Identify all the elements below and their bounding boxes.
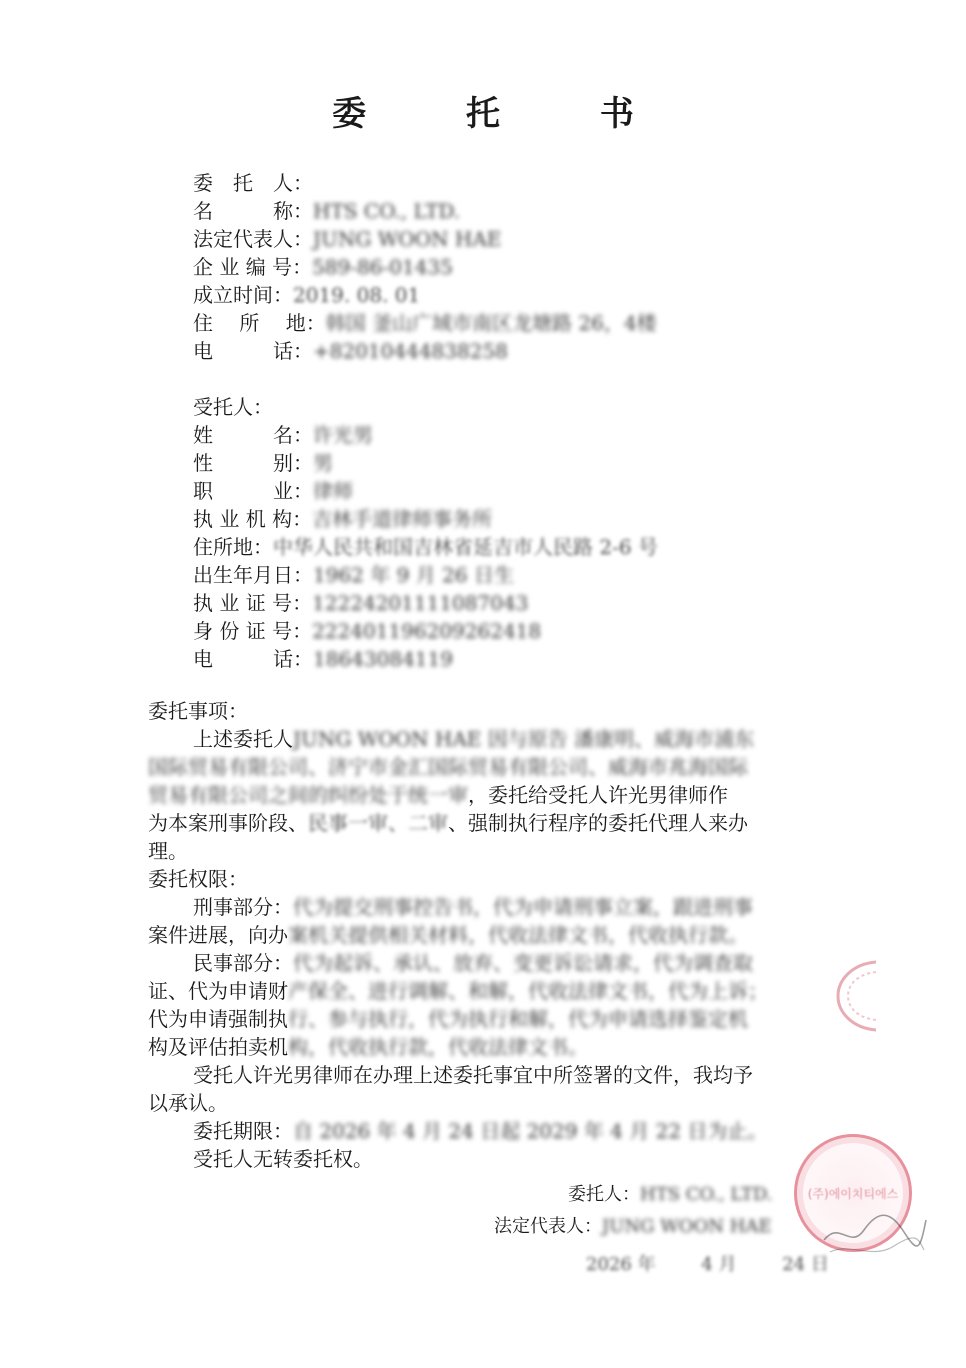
agent-id-value: 222401196209262418	[312, 619, 542, 643]
agent-license-label: 执 业 证 号：	[193, 591, 313, 615]
powers-civil-line-2	[148, 978, 768, 1004]
powers-criminal-line-2	[148, 922, 748, 948]
powers-civil-blur-2: 产保全、进行调解、和解，代收法律文书，代为上诉；	[288, 979, 768, 1003]
matters-p1-d-blur: 民事一审、二审	[308, 811, 448, 835]
principal-address-label: 住 所 地：	[193, 311, 326, 335]
matters-line-2	[148, 754, 748, 780]
principal-phone-value: +82010444838258	[313, 339, 508, 363]
principal-name-row	[193, 198, 460, 224]
principal-reg-row	[193, 254, 453, 280]
agent-address-label: 住所地：	[193, 535, 273, 559]
agent-job-row	[193, 478, 353, 504]
matters-line-3	[148, 782, 728, 808]
principal-founded-label: 成立时间：	[193, 283, 293, 307]
agent-phone-label: 电 话：	[193, 647, 313, 671]
agent-job-label: 职 业：	[193, 479, 313, 503]
principal-reg-value: 589-86-01435	[312, 255, 453, 279]
principal-name-value: HTS CO., LTD.	[313, 199, 461, 223]
matters-line-5: 理。	[148, 839, 188, 863]
agent-phone-row	[193, 646, 453, 672]
principal-rep-label: 法定代表人：	[193, 227, 313, 251]
company-seal-text: (주)에이치티에스	[807, 1186, 899, 1201]
matters-p1-c: ，委托给受托人许光男律师作	[468, 783, 728, 807]
agent-org-row	[193, 506, 492, 532]
powers-no-transfer: 受托人无转委托权。	[193, 1147, 373, 1171]
principal-address-row	[193, 310, 657, 336]
principal-reg-label: 企 业 编 号：	[193, 255, 313, 279]
powers-criminal-blur-1: 代为提交刑事控告书，代为申请刑事立案，跟进刑事	[293, 895, 753, 919]
principal-phone-label: 电 话：	[193, 339, 313, 363]
powers-civil-blur-1: 代为起诉、承认、放弃、变更诉讼请求，代为调查取	[293, 951, 753, 975]
agent-gender-label: 性 别：	[193, 451, 313, 475]
signature-principal-row	[568, 1182, 772, 1208]
principal-address-value: 韩国 釜山广域市南区龙塘路 26，4楼	[325, 311, 657, 335]
powers-civil-line-4	[148, 1034, 588, 1060]
signature-rep-value: JUNG WOON HAE	[602, 1216, 772, 1237]
matters-line-1	[193, 726, 754, 752]
agent-gender-value: 男	[313, 451, 333, 475]
agent-license-row	[193, 590, 528, 616]
powers-term-label: 委托期限：	[193, 1119, 293, 1143]
matters-p1-d-b: 、强制执行程序的委托代理人来办	[448, 811, 748, 835]
signature-date-day: 24 日	[782, 1254, 829, 1275]
agent-job-value: 律师	[313, 479, 353, 503]
agent-birth-label: 出生年月日：	[193, 563, 313, 587]
principal-rep-row	[193, 226, 501, 252]
signature-principal-value: HTS CO., LTD.	[640, 1184, 773, 1205]
powers-criminal-line-1	[193, 894, 753, 920]
powers-civil-blur-3: 行、参与执行，代为执行和解，代为申请选择鉴定机	[288, 1007, 748, 1031]
agent-org-value: 吉林手道律师事务所	[312, 507, 493, 531]
matters-p1-a-blur: JUNG WOON HAE 因与原告 潘康明、威海市浦东	[293, 727, 755, 751]
principal-phone-row	[193, 338, 508, 364]
principal-founded-value: 2019. 08. 01	[293, 283, 421, 307]
powers-term-value: 自 2026 年 4 月 24 日起 2029 年 4 月 22 日为止。	[293, 1119, 768, 1143]
signature-rep-row	[494, 1214, 772, 1240]
powers-civil-lead-3: 代为申请强制执	[148, 1007, 288, 1031]
signature-date-row	[586, 1252, 829, 1278]
powers-civil-line-1	[193, 950, 753, 976]
agent-gender-row	[193, 450, 333, 476]
margin-seal-fragment	[832, 958, 876, 1034]
principal-rep-value: JUNG WOON HAE	[313, 227, 502, 251]
principal-founded-row	[193, 282, 420, 308]
matters-p1-b-blur: 国际贸易有限公司、济宁市金汇国际贸易有限公司、威海市兆海国际	[148, 755, 748, 779]
agent-name-label: 姓 名：	[193, 423, 313, 447]
powers-header: 委托权限：	[148, 867, 248, 891]
powers-civil-line-3	[148, 1006, 748, 1032]
signature-rep-label: 法定代表人：	[494, 1216, 602, 1237]
powers-civil-lead-4: 构及评估拍卖机	[148, 1035, 288, 1059]
agent-license-value: 12224201111087043	[312, 591, 529, 615]
powers-acknowledge: 受托人许光男律师在办理上述委托事宜中所签署的文件，我均予	[193, 1063, 753, 1087]
powers-term-row	[193, 1118, 767, 1144]
agent-name-value: 许光男	[313, 423, 373, 447]
matters-line-4	[148, 810, 748, 836]
powers-acknowledge-2: 以承认。	[148, 1091, 228, 1115]
principal-header: 委 托 人：	[193, 171, 313, 195]
signature-date-year: 2026 年	[586, 1254, 656, 1275]
handwritten-signature	[820, 1180, 930, 1270]
agent-id-row	[193, 618, 541, 644]
powers-criminal-blur-2: 案机关提供相关材料，代收法律文书，代收执行款。	[288, 923, 748, 947]
powers-civil-blur-4: 构，代收执行款，代收法律文书。	[288, 1035, 588, 1059]
agent-org-label: 执 业 机 构：	[193, 507, 313, 531]
powers-civil-label: 民事部分：	[193, 951, 293, 975]
signature-principal-label: 委托人：	[568, 1184, 640, 1205]
powers-criminal-lead-2: 案件进展，向办	[148, 923, 288, 947]
agent-phone-value: 18643084119	[313, 647, 453, 671]
powers-civil-lead-2: 证、代为申请财	[148, 979, 288, 1003]
agent-birth-row	[193, 562, 514, 588]
document-title: 委 托 书	[332, 94, 678, 134]
principal-name-label: 名 称：	[193, 199, 313, 223]
agent-address-value: 中华人民共和国吉林省延吉市人民路 2-6 号	[273, 535, 658, 559]
matters-p1-d-a: 为本案刑事阶段、	[148, 811, 308, 835]
agent-id-label: 身 份 证 号：	[193, 619, 313, 643]
matters-p1-a: 上述委托人	[193, 727, 293, 751]
agent-birth-value: 1962 年 9 月 26 日生	[313, 563, 514, 587]
agent-name-row	[193, 422, 373, 448]
matters-p1-c-blur: 贸易有限公司之间的纠纷处于统一审	[148, 783, 468, 807]
agent-address-row	[193, 534, 658, 560]
agent-header: 受托人：	[193, 395, 273, 419]
powers-criminal-label: 刑事部分：	[193, 895, 293, 919]
signature-date-month: 4 月	[701, 1254, 737, 1275]
matters-header: 委托事项：	[148, 699, 248, 723]
